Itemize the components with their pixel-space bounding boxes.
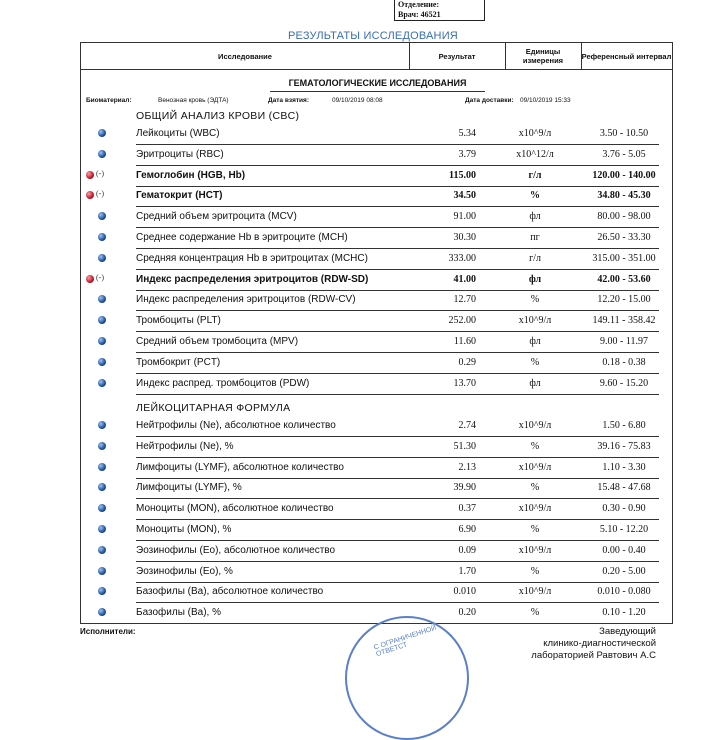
test-reference: 5.10 - 12.20 [599,524,649,535]
normal-indicator-icon [98,337,106,345]
test-value: 115.00 [449,169,476,181]
table-row [90,208,665,228]
test-value: 0.29 [458,356,476,368]
normal-indicator-icon [98,316,106,324]
test-name: Лейкоциты (WBC) [136,128,220,139]
test-unit: x10^9/л [518,420,552,431]
table-row [90,438,665,458]
normal-indicator-icon [98,483,106,491]
test-value: 91.00 [453,211,476,223]
col-reference: Референсный интервал [581,51,672,61]
normal-indicator-icon [98,442,106,450]
normal-indicator-icon [98,358,106,366]
doctor-label: Врач: 46521 [398,10,441,19]
test-reference: 26.50 - 33.30 [597,232,651,243]
test-name: Базофилы (Ba), % [136,607,221,619]
head-line-2: клинико-диагностической [543,638,656,649]
group-leuko: ЛЕЙКОЦИТАРНАЯ ФОРМУЛА [136,402,291,414]
test-unit: % [530,607,540,619]
table-row [90,604,665,624]
normal-indicator-icon [98,129,106,137]
table-row [90,542,665,562]
normal-indicator-icon [98,525,106,533]
test-unit: % [530,356,540,368]
test-reference: 12.20 - 15.00 [597,294,651,306]
test-reference: 0.18 - 0.38 [602,356,646,368]
test-value: 0.09 [458,544,476,556]
test-unit: % [530,190,540,202]
test-reference: 1.10 - 3.30 [602,461,646,473]
test-reference: 34.80 - 45.30 [597,190,651,202]
test-name: Гемоглобин (HGB, Hb) [136,169,246,181]
test-name: Средний объем тромбоцита (MPV) [136,336,299,347]
section-title: ГЕМАТОЛОГИЧЕСКИЕ ИССЛЕДОВАНИЯ [288,78,467,88]
test-unit: пг [530,232,540,243]
normal-indicator-icon [98,150,106,158]
head-line-1: Заведующий [599,626,656,637]
normal-indicator-icon [98,254,106,262]
table-row [90,271,665,291]
test-reference: 42.00 - 53.60 [597,273,651,285]
test-reference: 315.00 - 351.00 [592,252,656,264]
test-unit: % [530,482,540,494]
test-unit: x10^12/л [516,148,554,160]
table-row [90,250,665,270]
abnormal-indicator-icon [86,191,94,199]
test-name: Тромбокрит (PCT) [136,356,221,368]
table-row [90,417,665,437]
normal-indicator-icon [98,567,106,575]
test-name: Эритроциты (RBC) [136,148,224,160]
test-reference: 1.50 - 6.80 [602,420,646,431]
test-name: Нейтрофилы (Ne), % [136,440,234,452]
test-name: Индекс распределения эритроцитов (RDW-CV) [136,294,356,306]
test-reference: 3.76 - 5.05 [602,148,646,160]
test-unit: % [530,565,540,577]
test-reference: 9.00 - 11.97 [600,336,648,347]
test-reference: 0.20 - 5.00 [602,565,646,577]
head-signature [526,626,656,662]
test-unit: x10^9/л [518,128,552,139]
deviation-flag: (-) [96,189,104,199]
table-row [90,375,665,395]
table-row [90,291,665,311]
test-value: 2.13 [458,461,476,473]
test-value: 3.79 [458,148,476,160]
test-reference: 0.30 - 0.90 [602,503,646,515]
header-box [394,0,485,21]
test-name: Базофилы (Ba), абсолютное количество [136,586,324,598]
test-name: Среднее содержание Hb в эритроците (MCH) [136,232,348,243]
test-unit: г/л [528,169,542,181]
biomaterial-label: Биоматериал: [86,97,132,104]
test-value: 0.37 [458,503,476,515]
abnormal-indicator-icon [86,171,94,179]
test-unit: x10^9/л [518,461,552,473]
test-unit: % [530,524,540,535]
test-value: 5.34 [458,128,476,139]
test-name: Средний объем эритроцита (MCV) [136,211,297,223]
date-delivery: 09/10/2019 15:33 [520,97,571,104]
normal-indicator-icon [98,546,106,554]
test-value: 34.50 [453,190,476,202]
test-value: 12.70 [453,294,476,306]
test-reference: 0.10 - 1.20 [602,607,646,619]
table-row [90,354,665,374]
table-row [90,187,665,207]
col-result: Результат [438,51,476,61]
deviation-flag: (-) [96,272,104,282]
test-name: Индекс распред. тромбоцитов (PDW) [136,377,310,389]
col-study: Исследование [218,51,272,61]
test-name: Индекс распределения эритроцитов (RDW-SD) [136,273,369,285]
normal-indicator-icon [98,608,106,616]
table-row [90,500,665,520]
test-unit: фл [528,273,542,285]
test-value: 41.00 [453,273,476,285]
test-value: 1.70 [458,565,476,577]
test-name: Нейтрофилы (Ne), абсолютное количество [136,420,336,431]
test-value: 252.00 [448,315,476,327]
table-row [90,146,665,166]
test-reference: 80.00 - 98.00 [597,211,651,223]
department-label: Отделение: [398,0,440,9]
date-taken: 09/10/2019 08:08 [332,97,383,104]
test-name: Гематокрит (HCT) [136,190,223,202]
test-value: 0.20 [458,607,476,619]
test-unit: г/л [529,252,541,264]
test-value: 39.90 [453,482,476,494]
stamp-text: С ОГРАНИЧЕННОЙ ОТВЕТСТ [373,624,438,659]
table-row [90,521,665,541]
test-reference: 39.16 - 75.83 [597,440,651,452]
test-reference: 15.48 - 47.68 [597,482,651,494]
test-name: Эозинофилы (Eo), % [136,565,233,577]
test-value: 333.00 [448,252,476,264]
test-unit: % [530,294,540,306]
biomaterial-value: Венозная кровь (ЭДТА) [158,97,229,104]
group-cbc: ОБЩИЙ АНАЛИЗ КРОВИ (CBC) [136,110,300,122]
test-reference: 0.010 - 0.080 [597,586,651,598]
table-row [90,333,665,353]
test-reference: 9.60 - 15.20 [599,377,649,389]
table-row [90,459,665,479]
table-row [90,583,665,603]
date-delivery-label: Дата доставки: [465,97,514,104]
deviation-flag: (-) [96,168,104,178]
normal-indicator-icon [98,212,106,220]
table-row [90,312,665,332]
head-line-3: лабораторией Равтович А.С [531,650,656,661]
test-value: 13.70 [453,377,476,389]
test-value: 2.74 [458,420,476,431]
test-unit: % [530,440,540,452]
abnormal-indicator-icon [86,275,94,283]
table-row [90,563,665,583]
normal-indicator-icon [98,379,106,387]
normal-indicator-icon [98,421,106,429]
test-unit: фл [529,377,541,389]
test-name: Моноциты (MON), % [136,524,232,535]
test-name: Лимфоциты (LYMF), % [136,482,242,494]
table-row [90,125,665,145]
table-row [90,229,665,249]
normal-indicator-icon [98,463,106,471]
lab-stamp [345,616,469,740]
test-value: 0.010 [453,586,476,598]
test-name: Тромбоциты (PLT) [136,315,221,327]
test-unit: x10^9/л [518,503,552,515]
test-unit: фл [529,336,541,347]
test-unit: фл [529,211,541,223]
table-row [90,167,665,187]
normal-indicator-icon [98,504,106,512]
test-unit: x10^9/л [518,544,552,556]
test-unit: x10^9/л [518,315,552,327]
normal-indicator-icon [98,295,106,303]
date-taken-label: Дата взятия: [268,97,310,104]
table-row [90,479,665,499]
test-unit: x10^9/л [518,586,552,598]
normal-indicator-icon [98,587,106,595]
test-name: Эозинофилы (Eo), абсолютное количество [136,544,336,556]
test-value: 6.90 [458,524,476,535]
test-value: 51.30 [453,440,476,452]
test-name: Моноциты (MON), абсолютное количество [136,503,334,515]
results-title: РЕЗУЛЬТАТЫ ИССЛЕДОВАНИЯ [288,30,458,42]
test-reference: 3.50 - 10.50 [599,128,649,139]
normal-indicator-icon [98,233,106,241]
test-value: 11.60 [453,336,476,347]
performers-label: Исполнители: [80,627,136,636]
test-value: 30.30 [453,232,476,243]
test-reference: 120.00 - 140.00 [592,169,656,181]
test-name: Средняя концентрация Hb в эритроцитах (MCHC) [136,252,368,264]
test-reference: 0.00 - 0.40 [602,544,646,556]
col-units: Единицы измерения [522,47,564,65]
test-name: Лимфоциты (LYMF), абсолютное количество [136,461,344,473]
test-reference: 149.11 - 358.42 [592,315,656,327]
